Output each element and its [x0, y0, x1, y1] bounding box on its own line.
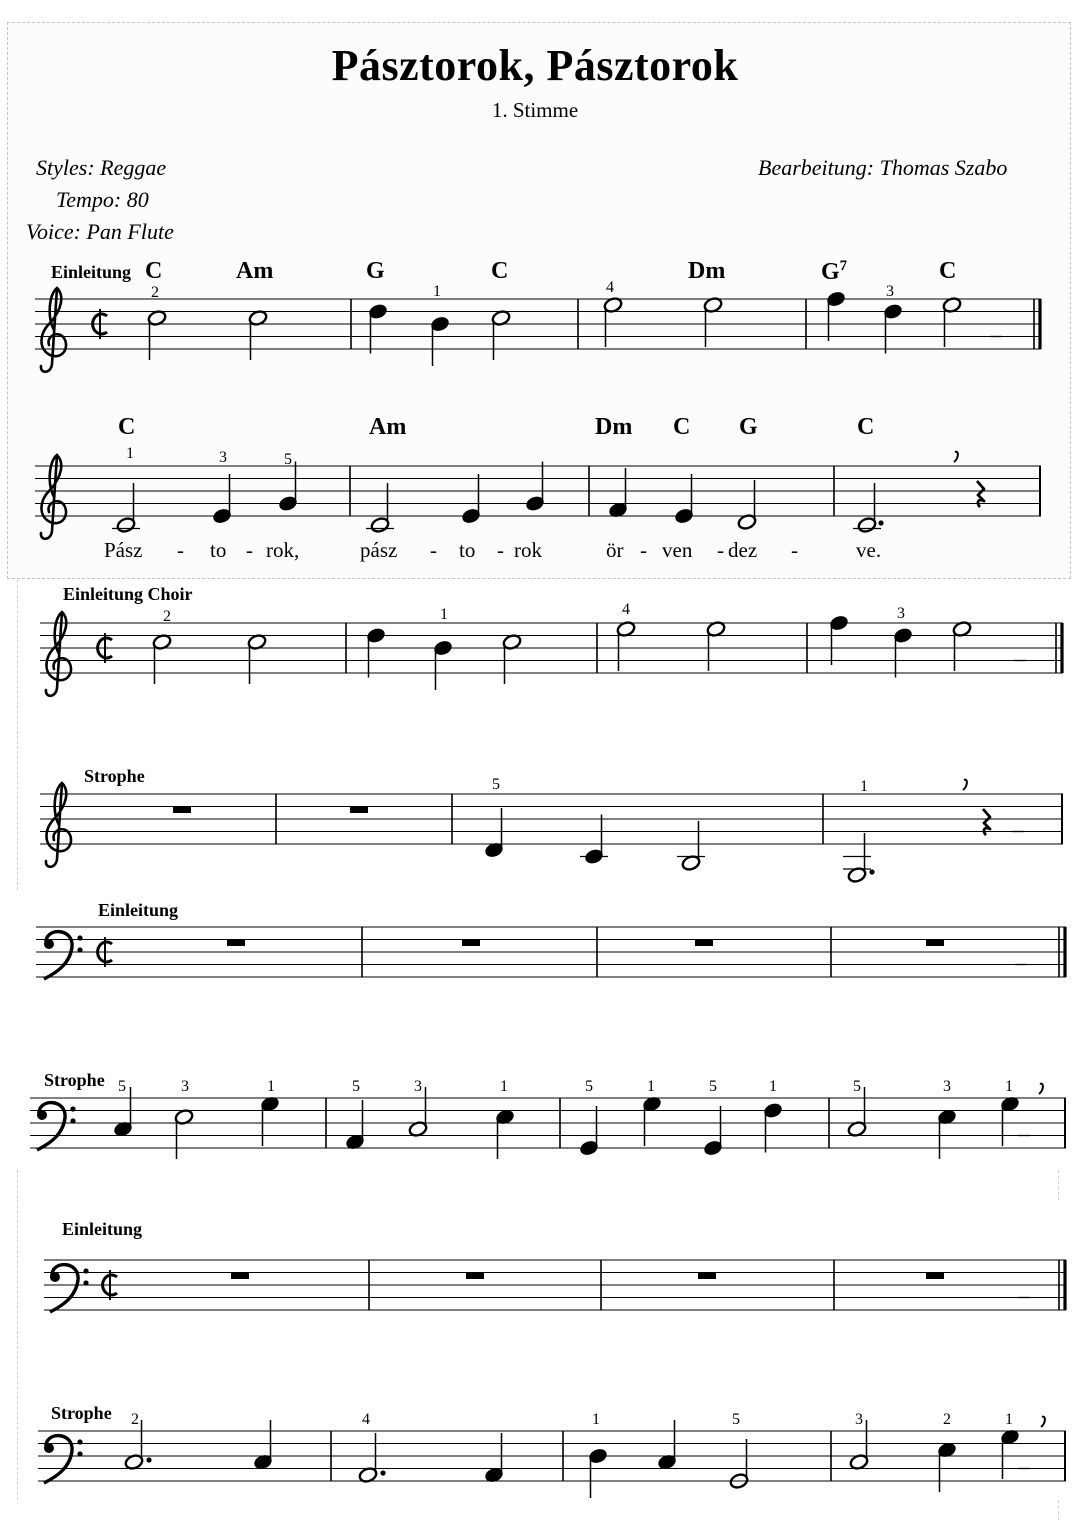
arranger-text: Bearbeitung: Thomas Szabo — [758, 155, 1008, 180]
breath-mark — [1041, 1417, 1045, 1427]
section-label: Einleitung — [51, 262, 132, 282]
breath-mark — [963, 780, 967, 790]
fingering-number: 3 — [886, 283, 894, 300]
fingering-number: 1 — [126, 445, 134, 462]
page-title: Pásztorok, Pásztorok — [331, 41, 739, 90]
fingering-number: 2 — [163, 608, 171, 625]
chord-symbol: C — [118, 414, 136, 440]
whole-rest — [227, 940, 245, 947]
treble-clef — [46, 783, 71, 867]
section-label: Strophe — [51, 1403, 112, 1423]
fingering-number: 5 — [585, 1078, 593, 1095]
whole-rest — [926, 1273, 944, 1280]
fingering-number: 1 — [433, 283, 441, 300]
whole-rest — [462, 940, 480, 947]
fingering-number: 3 — [219, 449, 227, 466]
chord-symbol: Dm — [688, 258, 726, 284]
voice-text: Voice: Pan Flute — [26, 219, 174, 244]
chord-symbol: C — [673, 414, 691, 440]
lyric-syllable: rok, — [266, 538, 300, 562]
page-subtitle: 1. Stimme — [491, 98, 579, 122]
breath-mark — [954, 452, 958, 462]
fingering-number: 5 — [352, 1078, 360, 1095]
section-label: Strophe — [84, 766, 145, 786]
fingering-number: 5 — [284, 451, 292, 468]
bass-clef — [44, 932, 83, 979]
fingering-number: 4 — [362, 1411, 370, 1428]
treble-clef — [46, 612, 71, 696]
whole-rest — [231, 1273, 249, 1280]
chord-superscript: 7 — [839, 258, 848, 274]
fingering-number: 3 — [414, 1078, 422, 1095]
chord-symbol: Am — [369, 414, 407, 440]
fingering-number: 3 — [855, 1411, 863, 1428]
lyric-syllable: - — [430, 538, 437, 562]
fingering-number: 2 — [131, 1411, 139, 1428]
fingering-number: 3 — [897, 605, 905, 622]
treble-clef — [41, 455, 66, 539]
bass-clef — [50, 1265, 89, 1312]
fingering-number: 1 — [860, 778, 868, 795]
lyric-syllable: to — [210, 538, 227, 562]
fingering-number: 5 — [853, 1078, 861, 1095]
fingering-number: 1 — [1005, 1411, 1013, 1428]
fingering-number: 1 — [500, 1078, 508, 1095]
lyric-syllable: ör — [606, 538, 624, 562]
lyric-syllable: ven — [662, 538, 693, 562]
fingering-number: 4 — [622, 601, 630, 618]
fingering-number: 1 — [769, 1078, 777, 1095]
fingering-number: 1 — [440, 606, 448, 623]
fingering-number: 2 — [151, 284, 159, 301]
chord-symbol: Dm — [595, 414, 633, 440]
whole-rest — [698, 1273, 716, 1280]
tempo-text: Tempo: 80 — [56, 187, 149, 212]
chord-symbol: C — [939, 258, 957, 284]
lyric-syllable: - — [246, 538, 253, 562]
augmentation-dot — [146, 1457, 151, 1462]
fingering-number: 5 — [492, 776, 500, 793]
chord-symbol: C — [491, 258, 509, 284]
lyric-syllable: to — [459, 538, 476, 562]
section-label: Einleitung — [62, 1219, 143, 1239]
section-label: Strophe — [44, 1070, 105, 1090]
fingering-number: 3 — [943, 1078, 951, 1095]
whole-rest — [466, 1273, 484, 1280]
augmentation-dot — [869, 869, 874, 874]
whole-rest — [350, 807, 368, 814]
section-label: Einleitung Choir — [63, 584, 193, 604]
fingering-number: 5 — [732, 1411, 740, 1428]
lyric-syllable: dez — [728, 538, 758, 562]
chord-symbol: $G^7$ — [821, 258, 848, 285]
lyric-syllable: Pász — [104, 538, 143, 562]
whole-rest — [926, 940, 944, 947]
whole-rest — [173, 807, 191, 814]
lyric-syllable: rok — [514, 538, 542, 562]
fingering-number: 4 — [606, 279, 614, 296]
chord-symbol: G — [366, 258, 385, 284]
whole-rest — [695, 940, 713, 947]
lyric-syllable: - — [640, 538, 647, 562]
breath-mark — [1039, 1084, 1043, 1094]
chord-symbol: C — [145, 258, 163, 284]
fingering-number: 1 — [592, 1411, 600, 1428]
fingering-number: 1 — [1005, 1078, 1013, 1095]
lyric-syllable: - — [717, 538, 724, 562]
lyric-syllable: ve. — [856, 538, 882, 562]
chord-symbol: Am — [236, 258, 274, 284]
section-label: Einleitung — [98, 900, 179, 920]
fingering-number: 1 — [647, 1078, 655, 1095]
fingering-number: 5 — [709, 1078, 717, 1095]
chord-symbol: C — [857, 414, 875, 440]
fingering-number: 5 — [118, 1078, 126, 1095]
lyric-syllable: - — [497, 538, 504, 562]
styles-text: Styles: Reggae — [36, 155, 167, 180]
lyric-syllable: pász — [360, 538, 398, 562]
lyric-syllable: - — [791, 538, 798, 562]
fingering-number: 2 — [943, 1411, 951, 1428]
treble-clef — [41, 288, 66, 372]
augmentation-dot — [878, 520, 883, 525]
fingering-number: 1 — [267, 1078, 275, 1095]
bass-clef — [44, 1436, 83, 1483]
lyric-syllable: - — [177, 538, 184, 562]
bass-clef — [37, 1103, 76, 1150]
fingering-number: 3 — [181, 1078, 189, 1095]
chord-symbol: G — [739, 414, 758, 440]
augmentation-dot — [380, 1470, 385, 1475]
